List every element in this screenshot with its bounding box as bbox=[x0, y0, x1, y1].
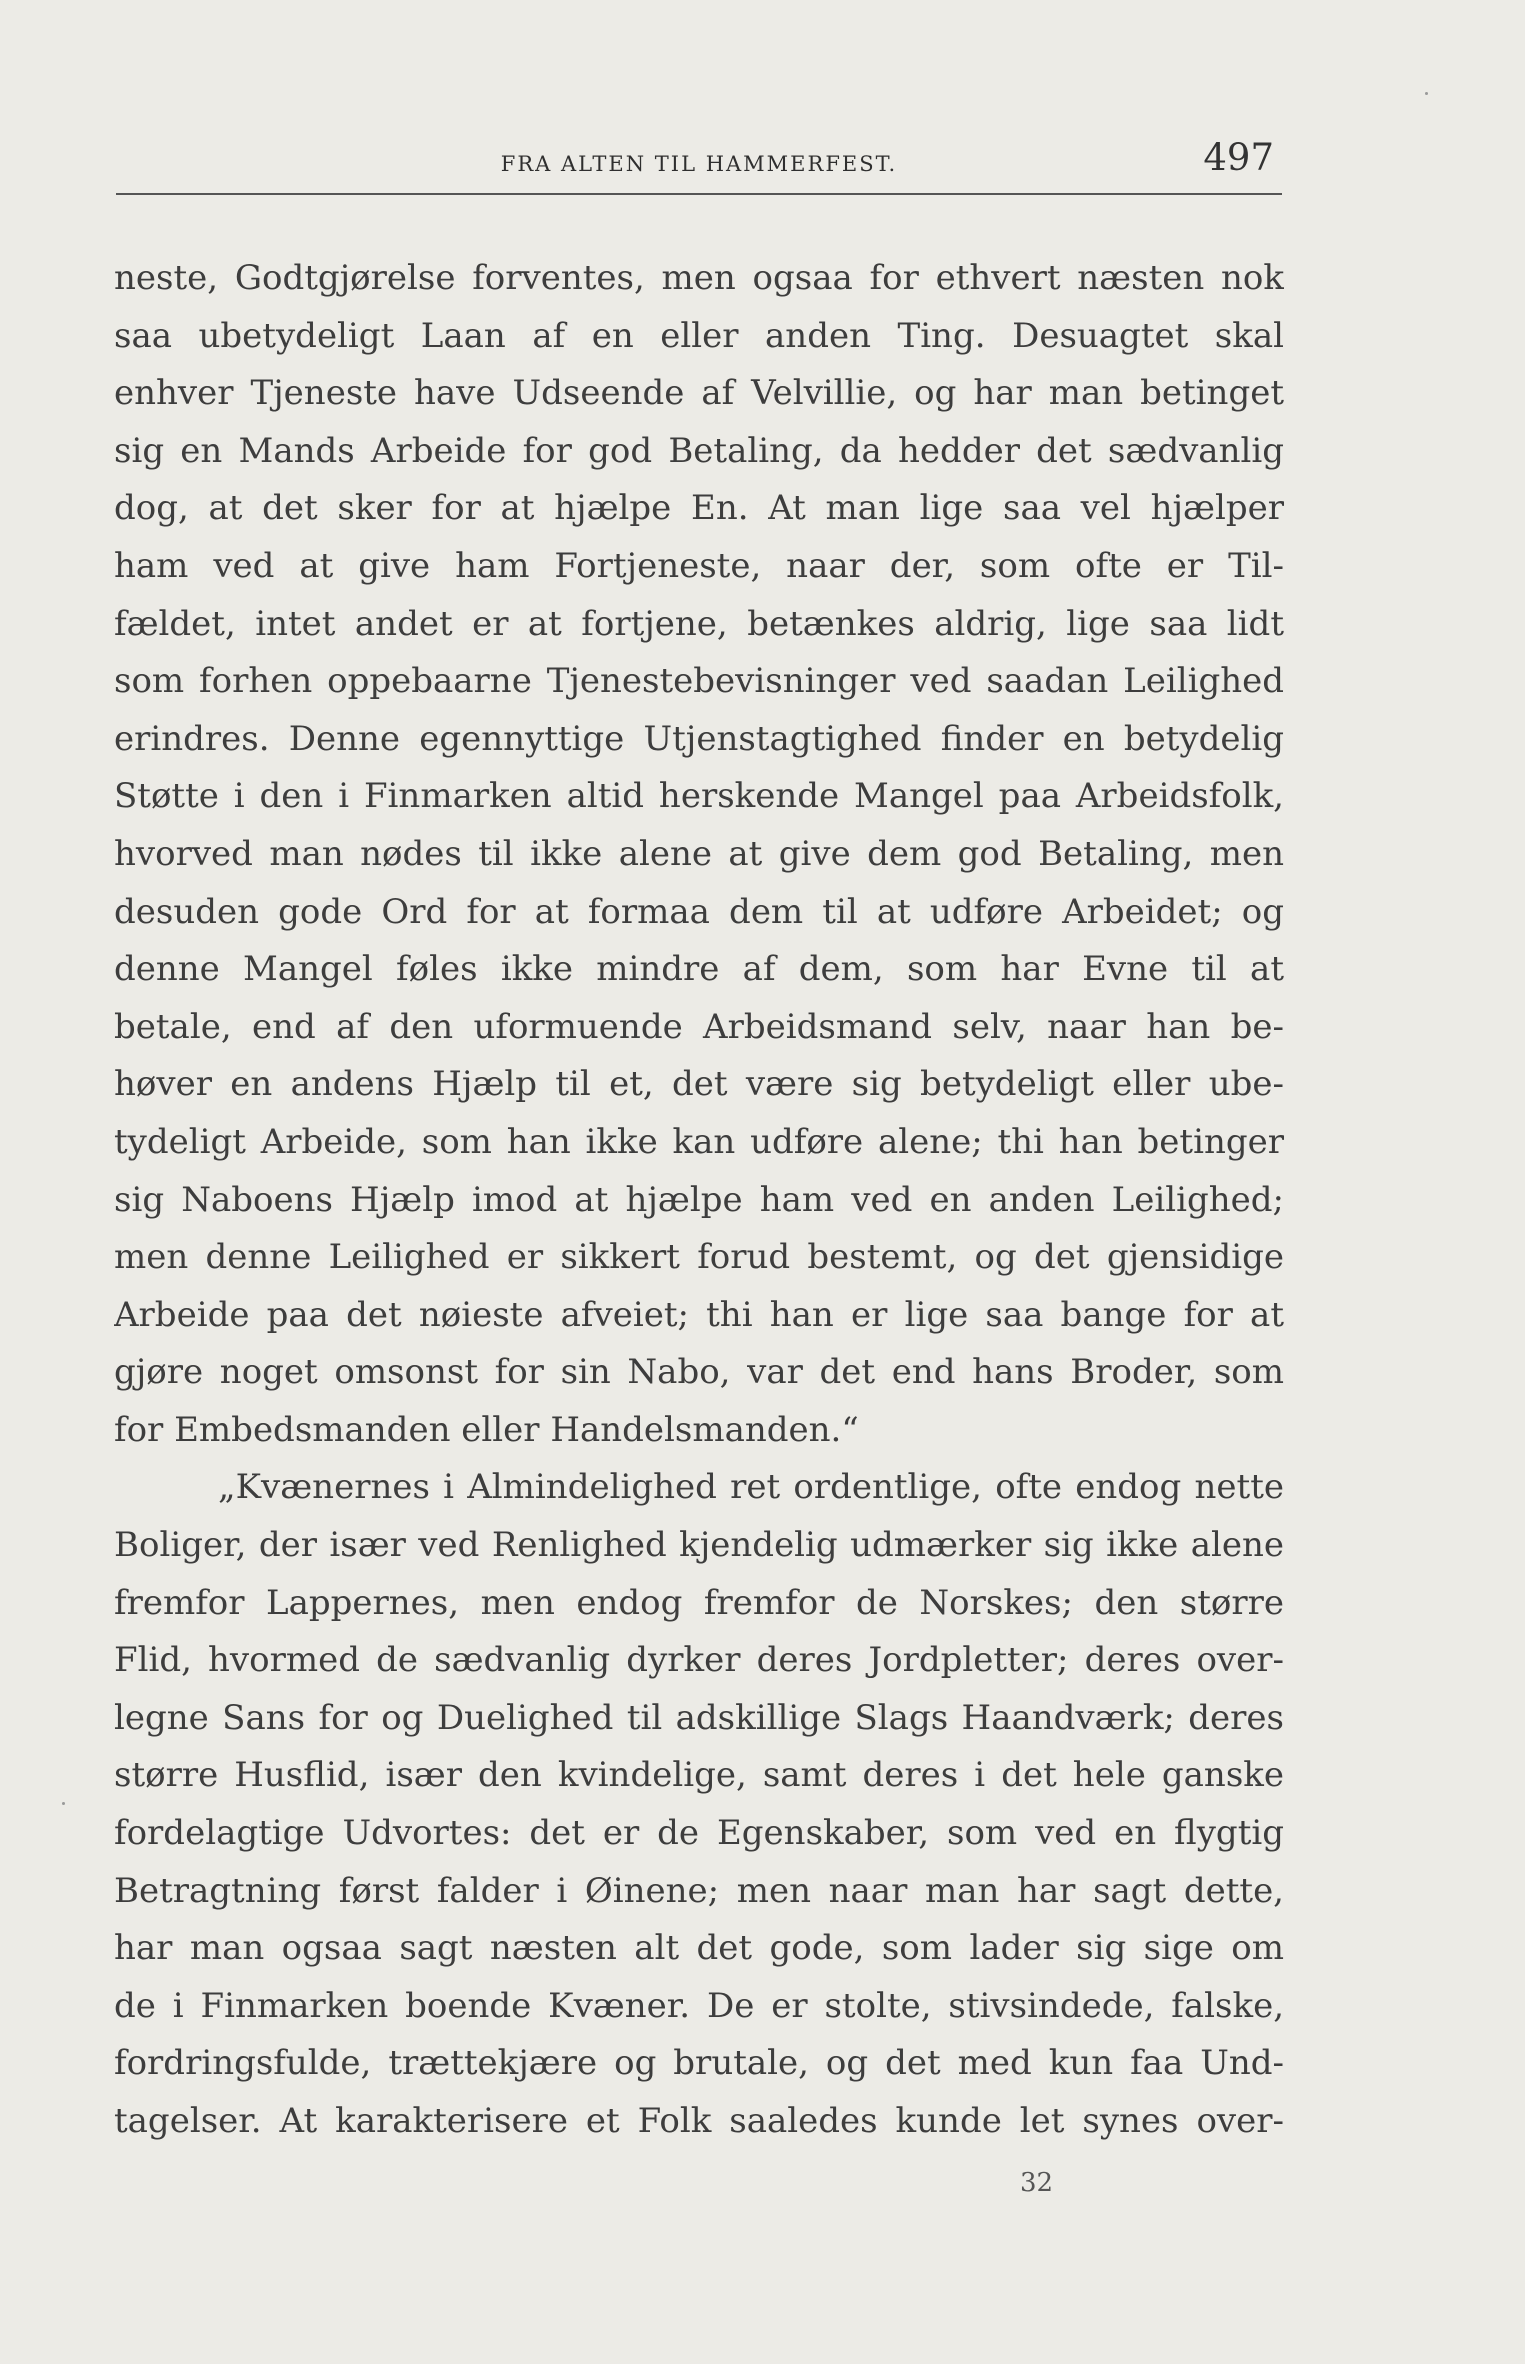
text-line: Støtte i den i Finmarken altid herskende Mangel paa Arbeidsfolk, bbox=[114, 776, 1284, 817]
page-header bbox=[116, 136, 1282, 196]
text-line: dog, at det sker for at hjælpe En. At man lige saa vel hjælper bbox=[114, 488, 1284, 529]
text-line: enhver Tjeneste have Udseende af Velvillie, og har man betinget bbox=[114, 373, 1284, 414]
text-line: sig en Mands Arbeide for god Betaling, da hedder det sædvanlig bbox=[114, 430, 1284, 471]
text-line: erindres. Denne egennyttige Utjenstagtighed finder en betydelig bbox=[114, 718, 1284, 759]
text-line: Boliger, der især ved Renlighed kjendelig udmærker sig ikke alene bbox=[114, 1525, 1284, 1566]
text-line: høver en andens Hjælp til et, det være sig betydeligt eller ube- bbox=[114, 1064, 1284, 1105]
text-line: større Husflid, især den kvindelige, samt deres i det hele ganske bbox=[114, 1755, 1284, 1796]
text-line: ham ved at give ham Fortjeneste, naar der, som ofte er Til- bbox=[114, 545, 1284, 586]
text-line: fremfor Lappernes, men endog fremfor de Norskes; den større bbox=[114, 1582, 1284, 1623]
text-line: fordringsfulde, trættekjære og brutale, og det med kun faa Und- bbox=[114, 2043, 1284, 2084]
text-line: har man ogsaa sagt næsten alt det gode, som lader sig sige om bbox=[114, 1928, 1284, 1969]
text-line: de i Finmarken boende Kvæner. De er stolte, stivsindede, falske, bbox=[114, 1985, 1284, 2026]
text-line: fordelagtige Udvortes: det er de Egenskaber, som ved en flygtig bbox=[114, 1813, 1284, 1854]
text-line: betale, end af den uformuende Arbeidsmand selv, naar han be- bbox=[114, 1006, 1284, 1047]
paper-speck bbox=[1425, 92, 1428, 95]
body-text bbox=[114, 250, 1284, 2151]
header-rule bbox=[116, 193, 1282, 195]
page-number: 497 bbox=[1203, 136, 1274, 179]
text-line: fældet, intet andet er at fortjene, betænkes aldrig, lige saa lidt bbox=[114, 603, 1284, 644]
text-line: desuden gode Ord for at formaa dem til at udføre Arbeidet; og bbox=[114, 891, 1284, 932]
text-line: Betragtning først falder i Øinene; men naar man har sagt dette, bbox=[114, 1870, 1284, 1911]
text-line: tagelser. At karakterisere et Folk saaledes kunde let synes over- bbox=[114, 2101, 1284, 2141]
text-line: gjøre noget omsonst for sin Nabo, var det end hans Broder, som bbox=[114, 1352, 1284, 1393]
text-line: men denne Leilighed er sikkert forud bestemt, og det gjensidige bbox=[114, 1237, 1284, 1278]
text-line: hvorved man nødes til ikke alene at give dem god Betaling, men bbox=[114, 833, 1284, 874]
paragraph-start-line: „Kvænernes i Almindelighed ret ordentlige, ofte endog nette bbox=[218, 1467, 1284, 1508]
paper-speck bbox=[62, 1802, 65, 1805]
text-line: Arbeide paa det nøieste afveiet; thi han er lige saa bange for at bbox=[114, 1294, 1284, 1335]
text-line: tydeligt Arbeide, som han ikke kan udføre alene; thi han betinger bbox=[114, 1121, 1284, 1162]
text-line: for Embedsmanden eller Handelsmanden.“ bbox=[114, 1409, 859, 1450]
text-line: neste, Godtgjørelse forventes, men ogsaa for ethvert næsten nok bbox=[114, 258, 1284, 298]
signature-mark: 32 bbox=[1020, 2168, 1054, 2198]
text-line: denne Mangel føles ikke mindre af dem, som har Evne til at bbox=[114, 949, 1284, 990]
text-line: saa ubetydeligt Laan af en eller anden Ting. Desuagtet skal bbox=[114, 315, 1284, 356]
text-line: Flid, hvormed de sædvanlig dyrker deres Jordpletter; deres over- bbox=[114, 1640, 1284, 1681]
text-line: legne Sans for og Duelighed til adskillige Slags Haandværk; deres bbox=[114, 1697, 1284, 1738]
running-title: FRA ALTEN TIL HAMMERFEST. bbox=[500, 152, 898, 176]
text-line: som forhen oppebaarne Tjenestebevisninger ved saadan Leilighed bbox=[114, 661, 1284, 702]
text-line: sig Naboens Hjælp imod at hjælpe ham ved en anden Leilighed; bbox=[114, 1179, 1284, 1220]
